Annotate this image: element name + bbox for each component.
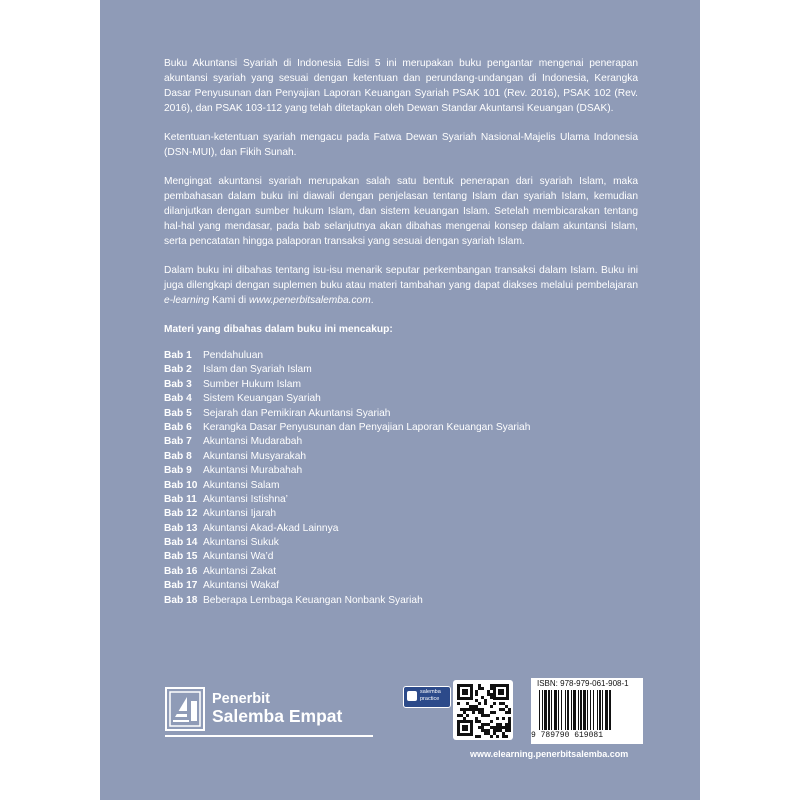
chapter-item (164, 579, 638, 593)
salemba-practice-line-1: salemba (420, 689, 441, 695)
chapter-item (164, 435, 638, 449)
chapter-item (164, 378, 638, 392)
publisher-line-1: Penerbit (212, 691, 271, 707)
chapter-number: Bab 7 (164, 436, 192, 448)
publisher-underline (165, 735, 373, 737)
chapter-item (164, 536, 638, 550)
barcode-digits: 9 789790 619081 (531, 731, 604, 740)
chapter-item (164, 421, 638, 435)
chapter-title: Akuntansi Sukuk (203, 537, 279, 549)
paragraph-4-elearning: e-learning (164, 295, 210, 306)
salemba-practice-badge (403, 686, 451, 708)
chapter-number: Bab 8 (164, 450, 192, 462)
isbn-barcode-panel (531, 678, 643, 744)
chapter-number: Bab 2 (164, 364, 192, 376)
chapter-item (164, 479, 638, 493)
chapter-title: Akuntansi Akad-Akad Lainnya (203, 522, 339, 534)
salemba-practice-label (420, 689, 441, 703)
chapter-item (164, 363, 638, 377)
chapter-number: Bab 12 (164, 508, 198, 520)
chapter-title: Beberapa Lembaga Keuangan Nonbank Syariah (203, 594, 423, 606)
chapter-title: Akuntansi Ijarah (203, 508, 277, 520)
chapter-number: Bab 1 (164, 350, 192, 361)
chapter-item (164, 522, 638, 536)
salemba-practice-line-2: practice (420, 696, 440, 702)
chapter-list-heading: Materi yang dibahas dalam buku ini mencakup: (164, 324, 393, 335)
chapter-item (164, 493, 638, 507)
chapter-number: Bab 6 (164, 421, 192, 433)
chapter-title: Akuntansi Wakaf (203, 580, 280, 592)
chapter-list (164, 349, 638, 608)
chapter-item (164, 594, 638, 608)
chapter-title: Kerangka Dasar Penyusunan dan Penyajian Laporan Keuangan Syariah (203, 421, 531, 433)
salemba-practice-icon (407, 691, 417, 701)
chapter-title: Akuntansi Istishna’ (203, 493, 288, 505)
chapter-number: Bab 9 (164, 465, 192, 477)
chapter-item (164, 550, 638, 564)
chapter-title: Islam dan Syariah Islam (203, 364, 312, 376)
description-block (164, 56, 638, 608)
chapter-title: Akuntansi Zakat (203, 565, 277, 577)
chapter-item (164, 464, 638, 478)
description-paragraph-2: Ketentuan-ketentuan syariah mengacu pada Fatwa Dewan Syariah Nasional-Majelis Ulama Indonesia (DSN-MUI), dan Fikih Sunah. (164, 132, 638, 158)
paragraph-4-text-1: Dalam buku ini dibahas tentang isu-isu menarik seputar perkembangan transaksi dalam Islam. Buku ini juga dilengkapi dengan suplemen buku atau materi tambahan yang dapat diakses melalui pembelajaran (164, 265, 638, 291)
chapter-title: Akuntansi Wa’d (203, 551, 274, 563)
chapter-item (164, 349, 638, 363)
chapter-number: Bab 10 (164, 479, 198, 491)
elearning-url: www.elearning.penerbitsalemba.com (470, 749, 629, 759)
chapter-title: Pendahuluan (203, 350, 264, 361)
publisher-name: Salemba Empat (212, 706, 343, 726)
chapter-title: Sejarah dan Pemikiran Akuntansi Syariah (203, 407, 391, 419)
paragraph-4-text-2: Kami di (209, 295, 249, 306)
paragraph-4-website: www.penerbitsalemba.com (248, 295, 371, 306)
description-paragraph-4 (164, 263, 638, 308)
description-paragraph-1: Buku Akuntansi Syariah di Indonesia Edisi 5 ini merupakan buku pengantar mengenai penerapan akuntansi syariah yang sesuai dengan ketentuan dan perundang-undangan di Indonesia, Kerangka Dasar Penyusunan dan Penyajian Laporan Keuangan Syariah PSAK 101 (Rev. 2016), PSAK 102 (Rev. 2016), dan PSAK 103-112 yang telah ditetapkan oleh Dewan Standar Akuntansi Keuangan (DSAK). (164, 58, 638, 114)
paragraph-4-text-3: . (370, 295, 374, 306)
chapter-item (164, 407, 638, 421)
chapter-number: Bab 13 (164, 522, 198, 534)
chapter-item (164, 392, 638, 406)
barcode-icon (537, 690, 637, 730)
chapter-number: Bab 5 (164, 407, 192, 419)
publisher-logo (165, 687, 373, 737)
salemba-empat-logo-icon (165, 687, 205, 731)
chapter-title: Akuntansi Musyarakah (203, 450, 307, 462)
chapter-title: Akuntansi Mudarabah (203, 436, 303, 448)
chapter-title: Akuntansi Salam (203, 479, 280, 491)
chapter-number: Bab 14 (164, 537, 198, 549)
chapter-item (164, 450, 638, 464)
chapter-title: Akuntansi Murabahah (203, 465, 303, 477)
chapter-number: Bab 18 (164, 594, 198, 606)
chapter-number: Bab 16 (164, 565, 198, 577)
chapter-number: Bab 11 (164, 493, 197, 505)
chapter-number: Bab 15 (164, 551, 198, 563)
chapter-number: Bab 3 (164, 378, 192, 390)
description-paragraph-3: Mengingat akuntansi syariah merupakan salah satu bentuk penerapan dari syariah Islam, maka pembahasan dalam buku ini diawali dengan penjelasan tentang Islam dan syariah Islam, kemudian dilanjutkan dengan sumber hukum Islam, dan sistem keuangan Islam. Setelah membicarakan tentang hal-hal yang mendasar, pada bab selanjutnya akan dibahas mengenai konsep dalam akuntansi Islam, serta pencatatan hingga palaporan transaksi yang sesuai dengan syariah Islam. (164, 176, 638, 247)
chapter-item (164, 565, 638, 579)
chapter-number: Bab 17 (164, 580, 198, 592)
chapter-item (164, 507, 638, 521)
qr-code-icon (453, 680, 513, 740)
chapter-title: Sumber Hukum Islam (203, 378, 301, 390)
chapter-title: Sistem Keuangan Syariah (203, 393, 321, 405)
isbn-label: ISBN: 978-979-061-908-1 (537, 679, 629, 688)
chapter-number: Bab 4 (164, 393, 192, 405)
